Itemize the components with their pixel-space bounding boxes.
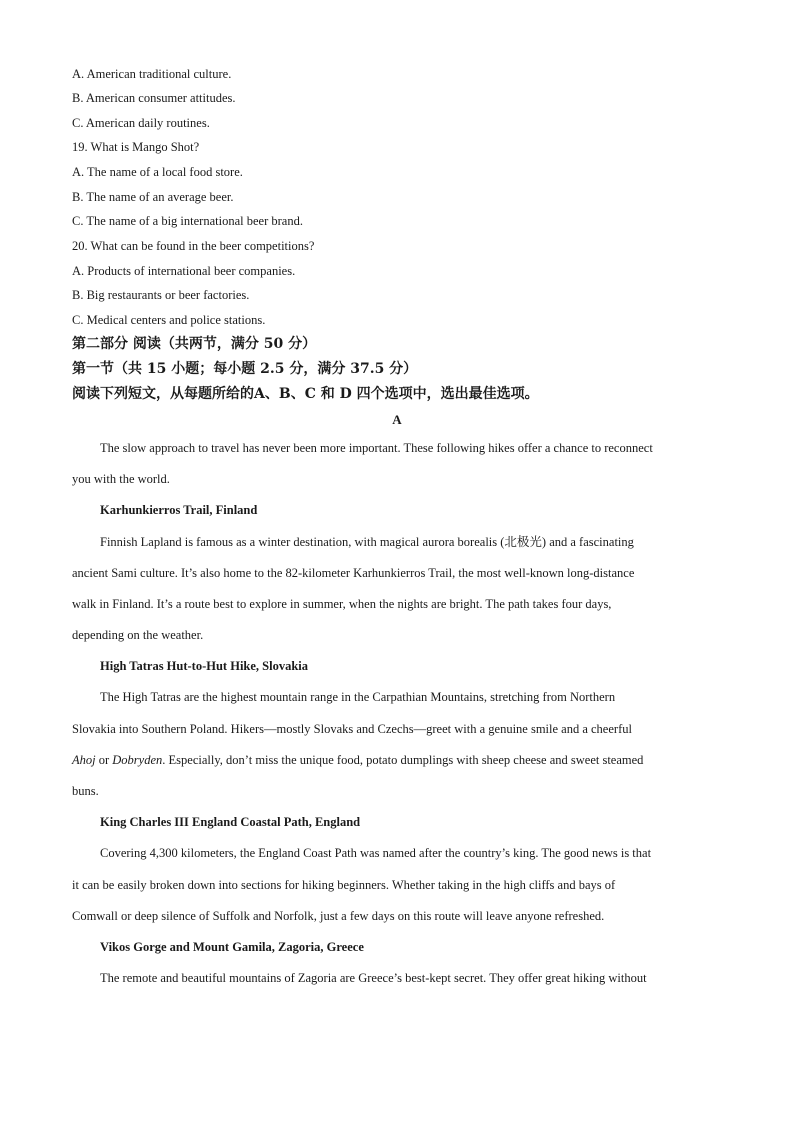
trail1-line-2: ancient Sami culture. It’s also home to the 82-kilometer Karhunkierros Trail, the most well-known long-distance	[72, 566, 635, 580]
q19-option-a: A. The name of a local food store.	[72, 165, 243, 179]
trail4-title: Vikos Gorge and Mount Gamila, Zagoria, Greece	[100, 940, 364, 954]
q20-stem: 20. What can be found in the beer competitions?	[72, 239, 315, 253]
trail2-line-3	[72, 752, 643, 768]
trail1-line-1: Finnish Lapland is famous as a winter destination, with magical aurora borealis (北极光) and a fascinating	[100, 535, 634, 549]
q19-stem: 19. What is Mango Shot?	[72, 140, 200, 154]
greeting-ahoj: Ahoj	[72, 753, 96, 767]
q18-option-c: C. American daily routines.	[72, 116, 210, 130]
trail2-line-1: The High Tatras are the highest mountain range in the Carpathian Mountains, stretching from Northern	[100, 690, 616, 704]
q19-option-b: B. The name of an average beer.	[72, 190, 234, 204]
greeting-dobryden: Dobryden	[112, 753, 163, 767]
trail2-line-4: buns.	[72, 784, 99, 798]
section-title: 第一节（共 15 小题；每小题 2.5 分，满分 37.5 分）	[72, 361, 418, 377]
q19-option-c: C. The name of a big international beer brand.	[72, 214, 303, 228]
part-title: 第二部分 阅读（共两节，满分 50 分）	[72, 336, 317, 352]
trail3-line-2: it can be easily broken down into sections for hiking beginners. Whether taking in the high cliffs and bays of	[72, 878, 616, 892]
passage-letter: A	[392, 412, 402, 427]
q20-option-b: B. Big restaurants or beer factories.	[72, 288, 250, 302]
trail3-line-1: Covering 4,300 kilometers, the England Coast Path was named after the country’s king. The good news is that	[100, 846, 652, 860]
intro-line-1: The slow approach to travel has never been more important. These following hikes offer a chance to reconnect	[100, 441, 653, 455]
q20-option-a: A. Products of international beer companies.	[72, 264, 296, 278]
trail2-line-3-rest: . Especially, don’t miss the unique food, potato dumplings with sheep cheese and sweet steamed	[162, 753, 644, 767]
trail2-line-2: Slovakia into Southern Poland. Hikers—mostly Slovaks and Czechs—greet with a genuine smile and a cheerful	[72, 722, 632, 736]
trail1-title: Karhunkierros Trail, Finland	[100, 503, 258, 517]
section-instruction: 阅读下列短文，从每题所给的A、B、C 和 D 四个选项中，选出最佳选项。	[72, 386, 539, 402]
trail2-title: High Tatras Hut-to-Hut Hike, Slovakia	[100, 659, 309, 673]
q20-option-c: C. Medical centers and police stations.	[72, 313, 266, 327]
q18-option-a: A. American traditional culture.	[72, 67, 232, 81]
trail1-line-4: depending on the weather.	[72, 628, 204, 642]
intro-line-2: you with the world.	[72, 472, 170, 486]
trail1-line-3: walk in Finland. It’s a route best to explore in summer, when the nights are bright. The path takes four days,	[72, 597, 612, 611]
q18-option-b: B. American consumer attitudes.	[72, 91, 236, 105]
trail4-line-1: The remote and beautiful mountains of Zagoria are Greece’s best-kept secret. They offer great hiking without	[100, 971, 647, 985]
greeting-or: or	[95, 753, 113, 767]
trail3-line-3: Comwall or deep silence of Suffolk and Norfolk, just a few days on this route will leave anyone refreshed.	[72, 909, 605, 923]
trail3-title: King Charles III England Coastal Path, England	[100, 815, 361, 829]
